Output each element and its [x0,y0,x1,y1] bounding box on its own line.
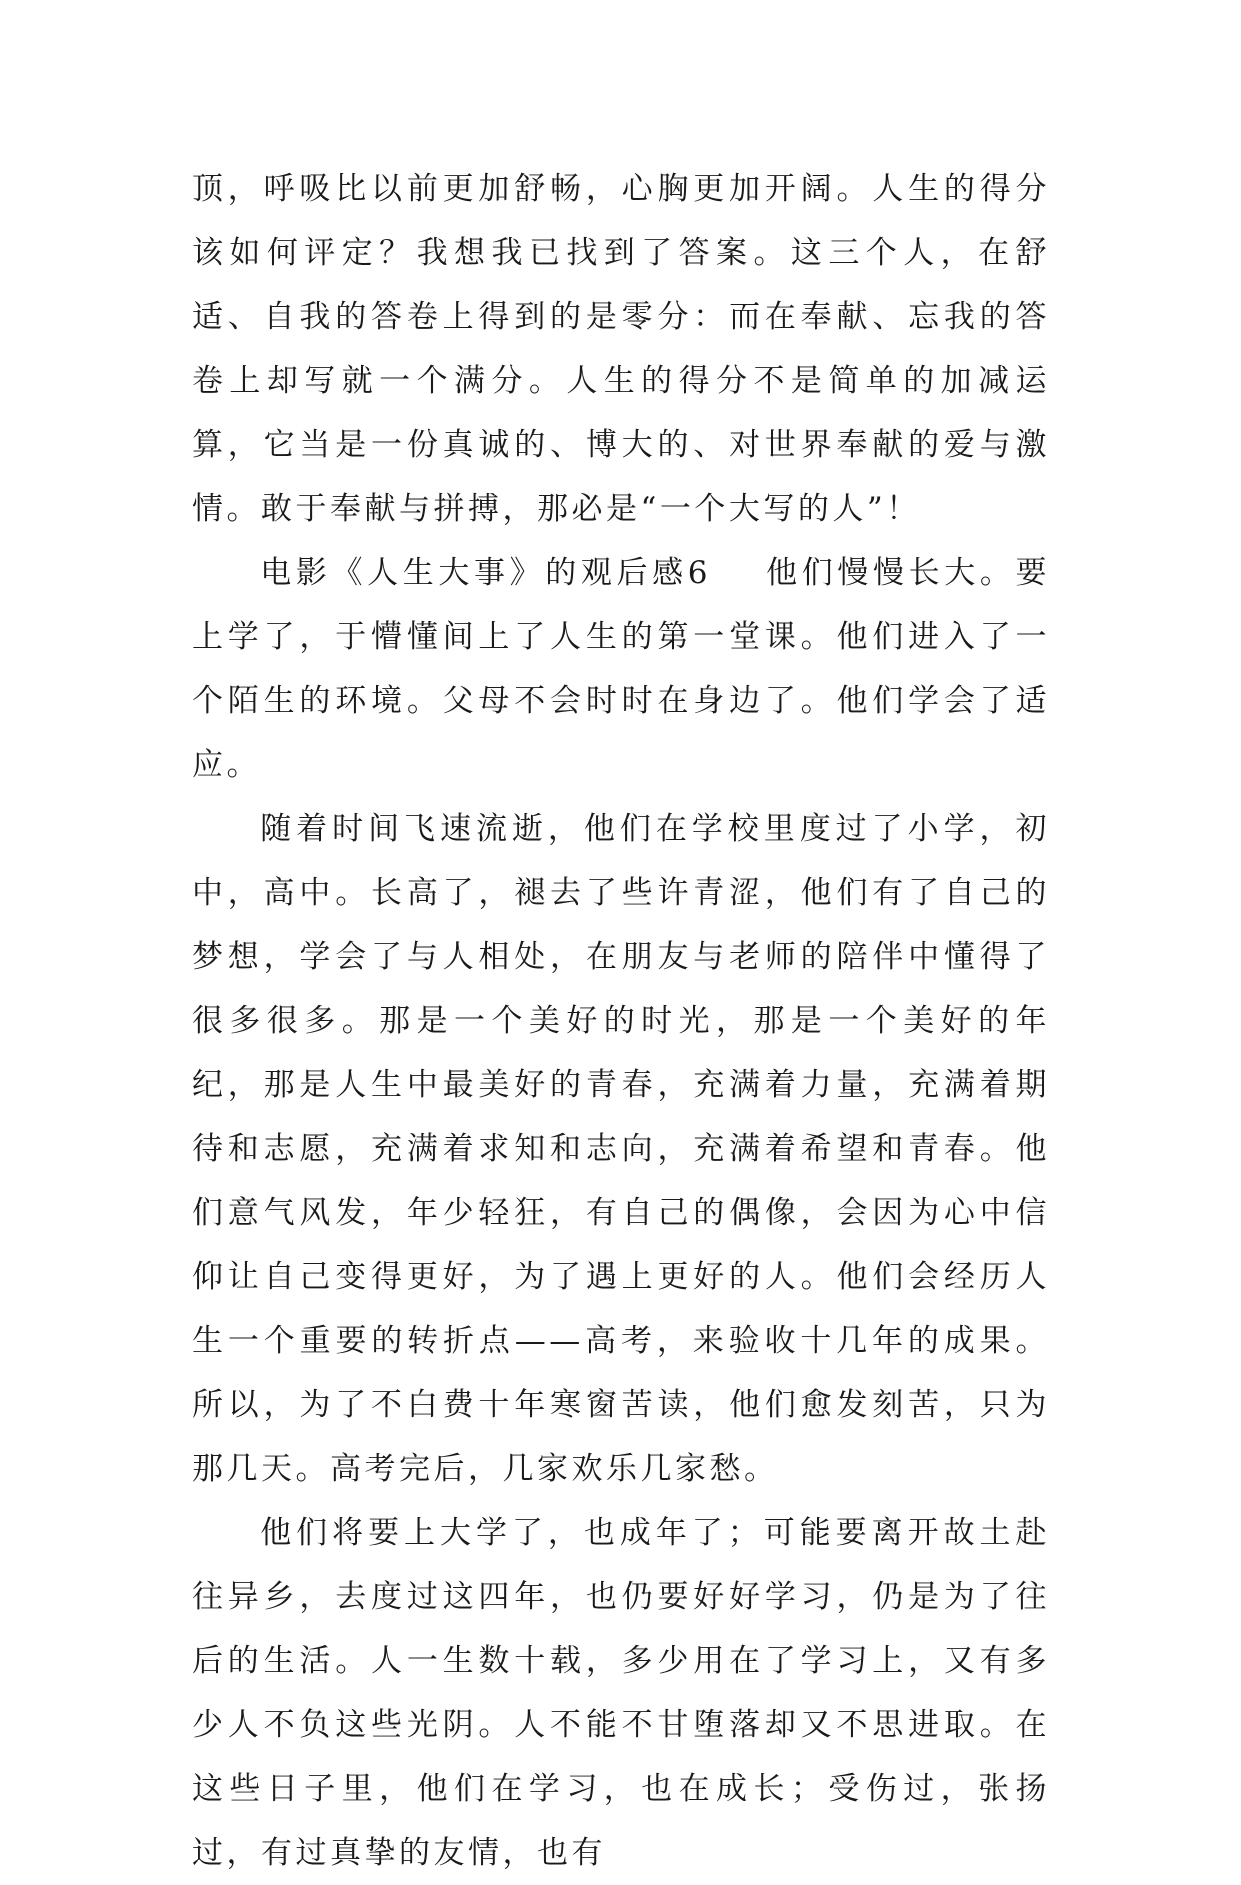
paragraph-continuation: 顶，呼吸比以前更加舒畅，心胸更加开阔。人生的得分该如何评定？我想我已找到了答案。这三个人，在舒适、自我的答卷上得到的是零分：而在奉献、忘我的答卷上却写就一个满分。人生的得分不是简单的加减运算，它当是一份真诚的、博大的、对世界奉献的爱与激情。敢于奉献与拼搏，那必是“一个大写的人”！ [192,171,1050,527]
paragraph-growing-up: 他们慢慢长大。要上学了，于懵懂间上了人生的第一堂课。他们进入了一个陌生的环境。父母不会时时在身边了。他们学会了适应。 [192,555,1050,783]
section-heading: 电影《人生大事》的观后感6 [260,555,711,591]
paragraph-heading-line [192,541,1050,797]
document-body [192,157,1050,1885]
paragraph-school-years: 随着时间飞速流逝，他们在学校里度过了小学，初中，高中。长高了，褪去了些许青涩，他们有了自己的梦想，学会了与人相处，在朋友与老师的陪伴中懂得了很多很多。那是一个美好的时光，那是一个美好的年纪，那是人生中最美好的青春，充满着力量，充满着期待和志愿，充满着求知和志向，充满着希望和青春。他们意气风发，年少轻狂，有自己的偶像，会因为心中信仰让自己变得更好，为了遇上更好的人。他们会经历人生一个重要的转折点——高考，来验收十几年的成果。所以，为了不白费十年寒窗苦读，他们愈发刻苦，只为那几天。高考完后，几家欢乐几家愁。 [192,811,1050,1487]
paragraph-university: 他们将要上大学了，也成年了；可能要离开故土赴往异乡，去度过这四年，也仍要好好学习，仍是为了往后的生活。人一生数十载，多少用在了学习上，又有多少人不负这些光阴。人不能不甘堕落却又不思进取。在这些日子里，他们在学习，也在成长；受伤过，张扬过，有过真挚的友情，也有 [192,1515,1050,1871]
